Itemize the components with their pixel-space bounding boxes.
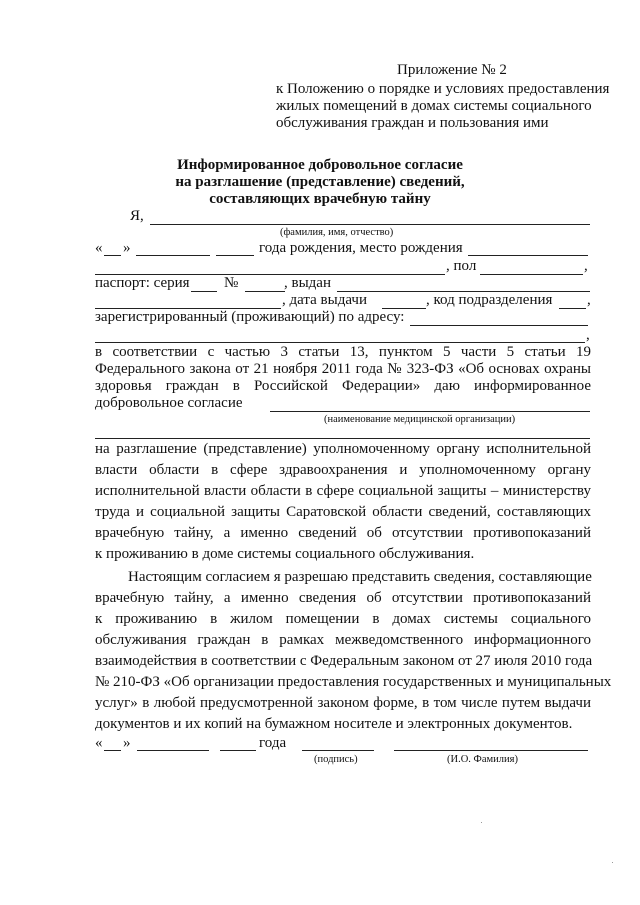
subdivision-code-field[interactable] <box>559 308 586 309</box>
sig-year-label: года <box>259 735 287 751</box>
sign-caption: (подпись) <box>314 754 358 765</box>
name-field[interactable] <box>394 750 588 751</box>
paragraph2-last-line: документов и их копий на бумажном носителе и электронных документов. <box>95 716 573 732</box>
paragraph1-line-2: власти области в сфере здравоохранения и уполномоченному органу <box>95 462 591 478</box>
organization-field-line[interactable] <box>270 411 590 412</box>
sig-quote-open: « <box>95 735 103 751</box>
registered-label: зарегистрированный (проживающий) по адресу: <box>95 309 405 325</box>
scan-speck <box>481 822 482 823</box>
signature-field[interactable] <box>302 750 374 751</box>
appendix-title: Приложение № 2 <box>397 62 507 78</box>
appendix-line-3: обслуживания граждан и пользования ими <box>276 115 549 131</box>
fio-caption: (фамилия, имя, отчество) <box>280 227 394 238</box>
date-quote-close: » <box>123 240 131 256</box>
passport-label: паспорт: серия <box>95 275 190 291</box>
heading-line-2: на разглашение (представление) сведений, <box>175 174 465 190</box>
passport-number-field[interactable] <box>245 291 285 292</box>
paragraph2-line-7: услуг» в любой предусмотренной законом форме, в том числе путем выдачи <box>95 695 591 711</box>
birth-label: года рождения, место рождения <box>259 240 463 256</box>
comma-after-address: , <box>586 327 590 343</box>
sig-year-field[interactable] <box>220 750 256 751</box>
paragraph2-line-2: врачебную тайну, а именно сведения об отсутствии противопоказаний <box>95 590 591 606</box>
subdivision-label: , код подразделения <box>426 292 553 308</box>
month-field-line[interactable] <box>136 255 210 256</box>
paragraph1-line-1: на разглашение (представление) уполномоченному органу исполнительной <box>95 441 591 457</box>
paragraph2-line-4: обслуживания граждан в рамках межведомственного информационного <box>95 632 591 648</box>
paragraph2-line-1: Настоящим согласием я разрешаю представить сведения, составляющие <box>128 569 592 585</box>
passport-series-field[interactable] <box>191 291 217 292</box>
appendix-line-1: к Положению о порядке и условиях предоставления <box>276 81 610 97</box>
consent-line-1: в соответствии с частью 3 статьи 13, пунктом 5 части 5 статьи 19 <box>95 344 591 360</box>
day-field-line[interactable] <box>104 255 121 256</box>
sig-day-field[interactable] <box>104 750 121 751</box>
fio-field-line[interactable] <box>150 224 590 225</box>
date-quote-open: « <box>95 240 103 256</box>
comma-after-sex: , <box>584 258 588 274</box>
scan-speck <box>612 862 613 863</box>
sex-label: , пол <box>446 258 477 274</box>
ya-label: Я, <box>130 208 144 224</box>
issued-label: , выдан <box>284 275 331 291</box>
paragraph1-line-4: труда и социальной защиты Саратовской области сведений, составляющих <box>95 504 591 520</box>
sig-quote-close: » <box>123 735 131 751</box>
paragraph1-line-5: врачебную тайну, а именно сведений об отсутствии противопоказаний <box>95 525 591 541</box>
organization-field-line-2[interactable] <box>95 438 590 439</box>
address-field-line-2[interactable] <box>95 342 585 343</box>
number-sign: № <box>224 275 239 291</box>
comma-after-code: , <box>587 292 591 308</box>
sex-field-line[interactable] <box>480 274 583 275</box>
sig-month-field[interactable] <box>137 750 209 751</box>
consent-line-2: Федерального закона от 21 ноября 2011 года № 323-ФЗ «Об основах охраны <box>95 361 591 377</box>
name-caption: (И.О. Фамилия) <box>447 754 518 765</box>
consent-line-3: здоровья граждан в Российской Федерации» даю информированное <box>95 378 591 394</box>
birthplace-field-line[interactable] <box>468 255 588 256</box>
paragraph2-line-3: к проживанию в жилом помещении в домах системы социального <box>95 611 591 627</box>
appendix-line-2: жилых помещений в домах системы социального <box>276 98 592 114</box>
issue-date-label: , дата выдачи <box>282 292 367 308</box>
address-field-line[interactable] <box>410 325 588 326</box>
paragraph1-last-line: к проживанию в доме системы социального обслуживания. <box>95 546 475 562</box>
heading-line-3: составляющих врачебную тайну <box>209 191 431 207</box>
org-caption: (наименование медицинской организации) <box>324 414 516 425</box>
consent-last-label: добровольное согласие <box>95 395 243 411</box>
paragraph1-line-3: исполнительной власти области в сфере социальной защиты – министерству <box>95 483 591 499</box>
year-field-line[interactable] <box>216 255 254 256</box>
heading-line-1: Информированное добровольное согласие <box>177 157 463 173</box>
paragraph2-line-5: взаимодействия в соответствии с Федеральным законом от 27 июля 2010 года <box>95 653 593 669</box>
paragraph2-line-6: № 210-ФЗ «Об организации предоставления государственных и муниципальных <box>95 674 612 690</box>
